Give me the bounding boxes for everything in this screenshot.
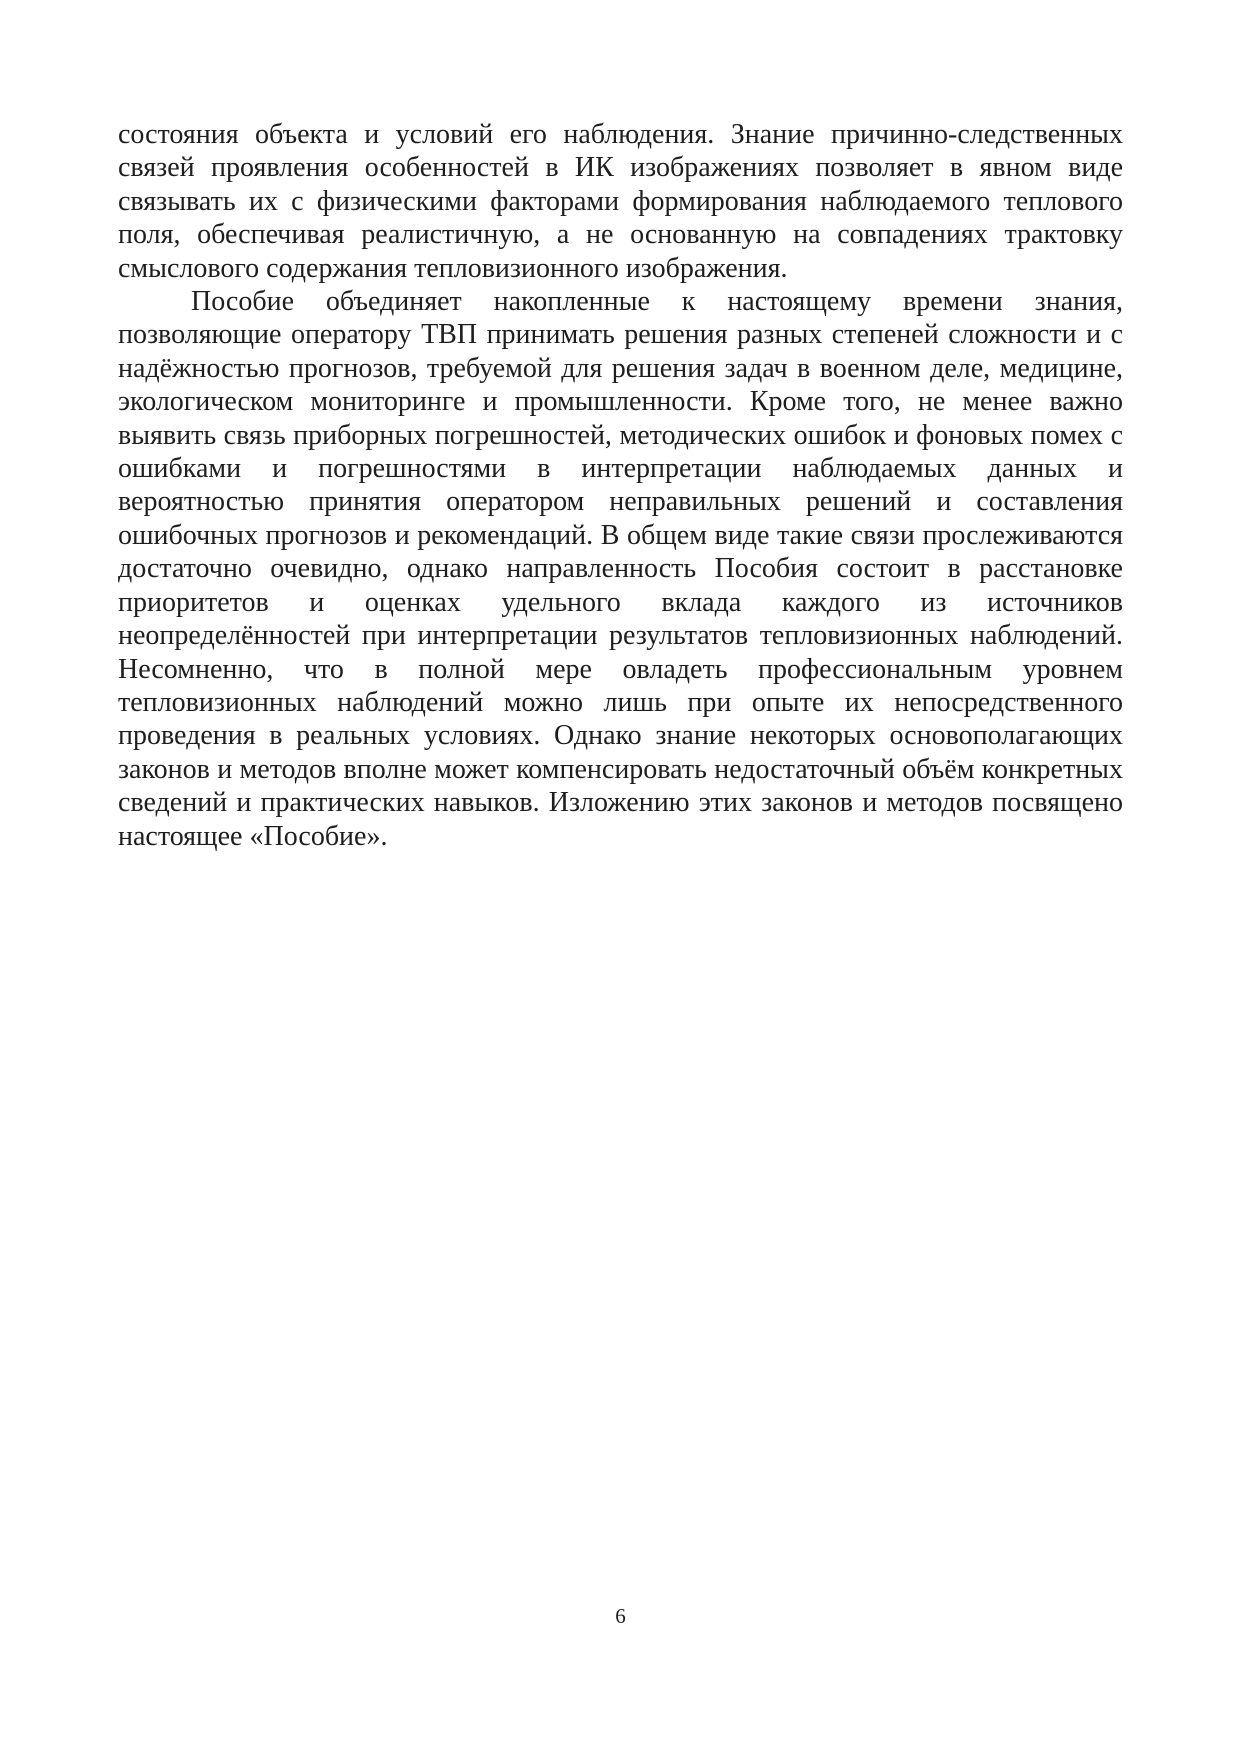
paragraph-manual-overview: Пособие объединяет накопленные к настоящему времени знания, позволяющие оператору ТВП принимать решения разных степеней сложности и с надёжностью прогнозов, требуемой для решения задач в военном деле, медицине, экологическом мониторинге и промышленности. Кроме того, не менее важно выявить связь приборных погрешностей, методических ошибок и фоновых помех с ошибками и погрешностями в интерпретации наблюдаемых данных и вероятностью принятия оператором неправильных решений и составления ошибочных прогнозов и рекомендаций. В общем виде такие связи прослеживаются достаточно очевидно, однако направленность Пособия состоит в расстановке приоритетов и оценках удельного вклада каждого из источников неопределённостей при интерпретации результатов тепловизионных наблюдений. Несомненно, что в полной мере овладеть профессиональным уровнем тепловизионных наблюдений можно лишь при опыте их непосредственного проведения в реальных условиях. Однако знание некоторых основополагающих законов и методов вполне может компенсировать недостаточный объём конкретных сведений и практических навыков. Изложению этих законов и методов посвящено настоящее «Пособие».: [118, 286, 1123, 852]
paragraph-continuation: состояния объекта и условий его наблюдения. Знание причинно-следственных связей проявления особенностей в ИК изображениях позволяет в явном виде связывать их с физическими факторами формирования наблюдаемого теплового поля, обеспечивая реалистичную, а не основанную на совпадениях трактовку смыслового содержания тепловизионного изображения.: [118, 119, 1123, 284]
page-number: 6: [615, 1604, 626, 1628]
body-text: [118, 118, 1123, 853]
